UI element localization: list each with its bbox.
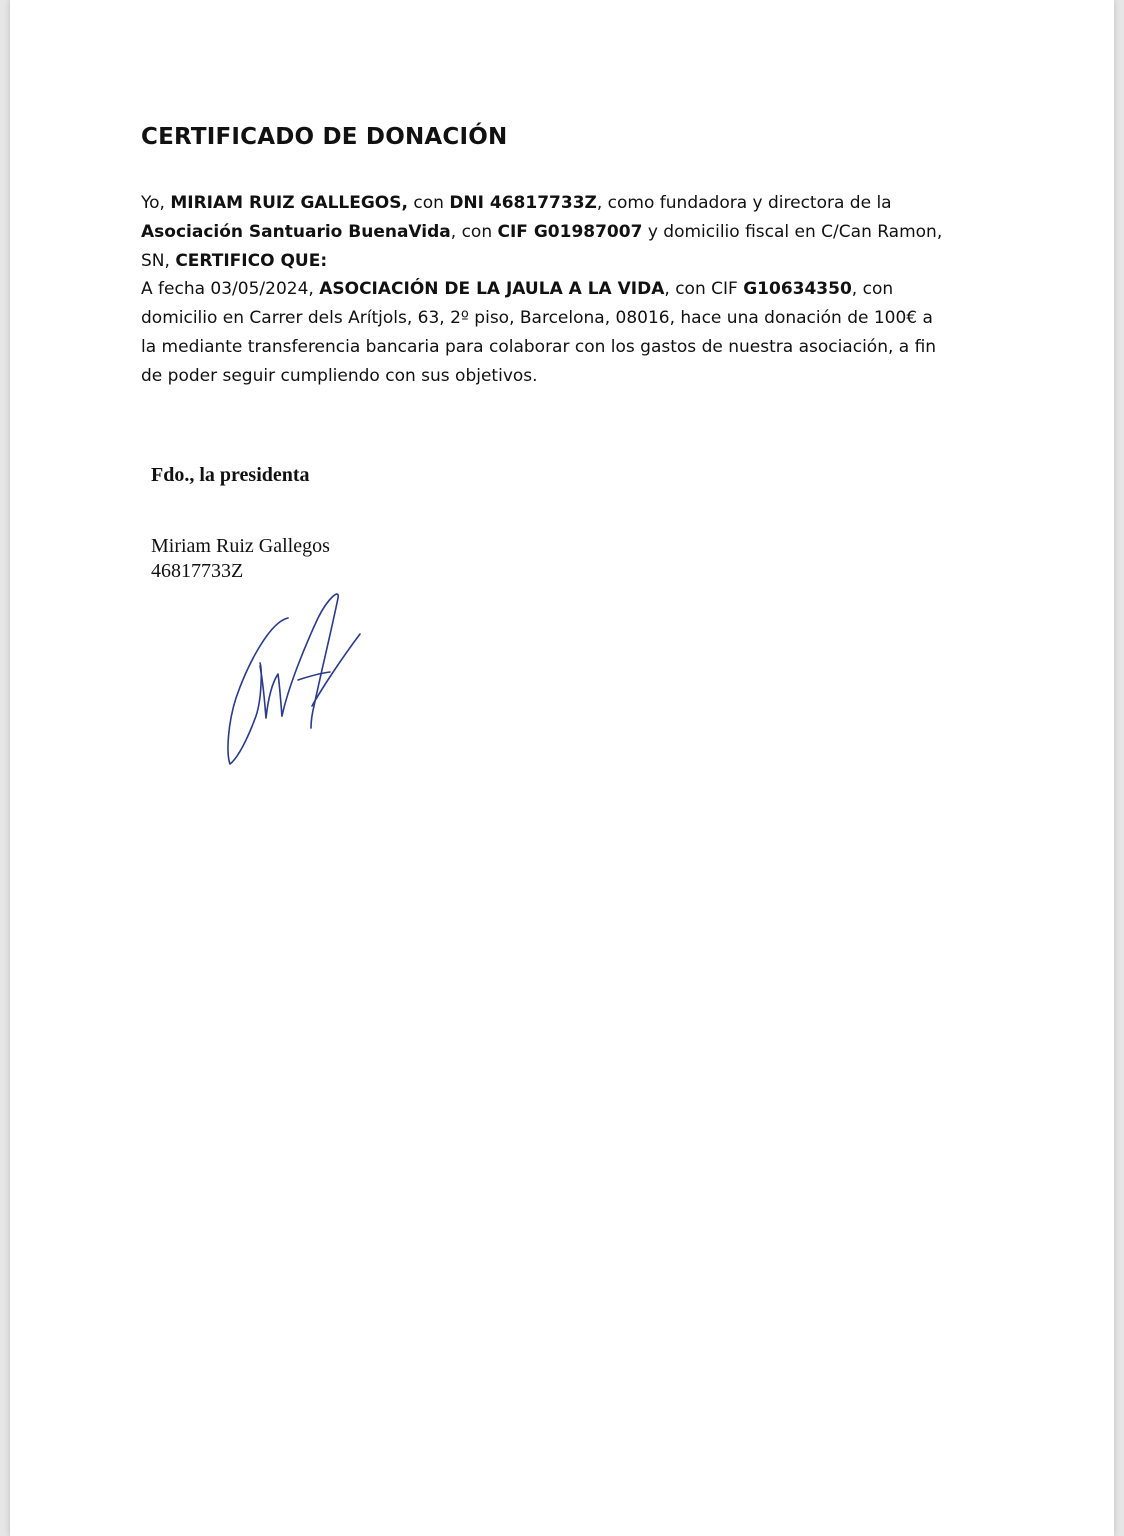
p1-text-2: con — [407, 193, 450, 213]
p2-text-1: A fecha 03/05/2024, — [141, 279, 320, 299]
association-name: Asociación Santuario BuenaVida — [141, 222, 451, 242]
certifier-dni: DNI 46817733Z — [449, 193, 597, 213]
p1-text-4: , con — [450, 222, 498, 242]
association-cif: CIF G01987007 — [497, 222, 643, 242]
donation-paragraph — [141, 275, 951, 391]
handwritten-signature — [218, 588, 368, 773]
p2-text-2: , con CIF — [664, 279, 744, 299]
certifico-que: CERTIFICO QUE: — [175, 251, 328, 271]
certifier-name: MIRIAM RUIZ GALLEGOS, — [170, 193, 408, 213]
signature-heading: Fdo., la presidenta — [151, 464, 310, 486]
p2-text-3: , con domicilio en Carrer dels Arítjols, 63, 2º piso, Barcelona, 08016, hace una donación de 100€ a la mediante transferencia bancaria para colaborar con los gastos de nuestra asociación, a fin de poder seguir cumpliendo con sus objetivos. — [141, 279, 937, 386]
document-page — [10, 0, 1114, 1536]
signer-id: 46817733Z — [151, 560, 244, 582]
p1-text-1: Yo, — [141, 193, 171, 213]
signer-info — [151, 534, 330, 584]
p1-text-5: y domicilio fiscal en C/Can Ramon, SN, — [141, 222, 943, 271]
p1-text-3: , como fundadora y directora de la — [596, 193, 892, 213]
signer-name: Miriam Ruiz Gallegos — [151, 535, 330, 557]
donor-cif: G10634350 — [743, 279, 852, 299]
certifier-paragraph — [141, 189, 951, 276]
document-title: CERTIFICADO DE DONACIÓN — [141, 124, 508, 150]
donor-name: ASOCIACIÓN DE LA JAULA A LA VIDA — [319, 279, 665, 299]
